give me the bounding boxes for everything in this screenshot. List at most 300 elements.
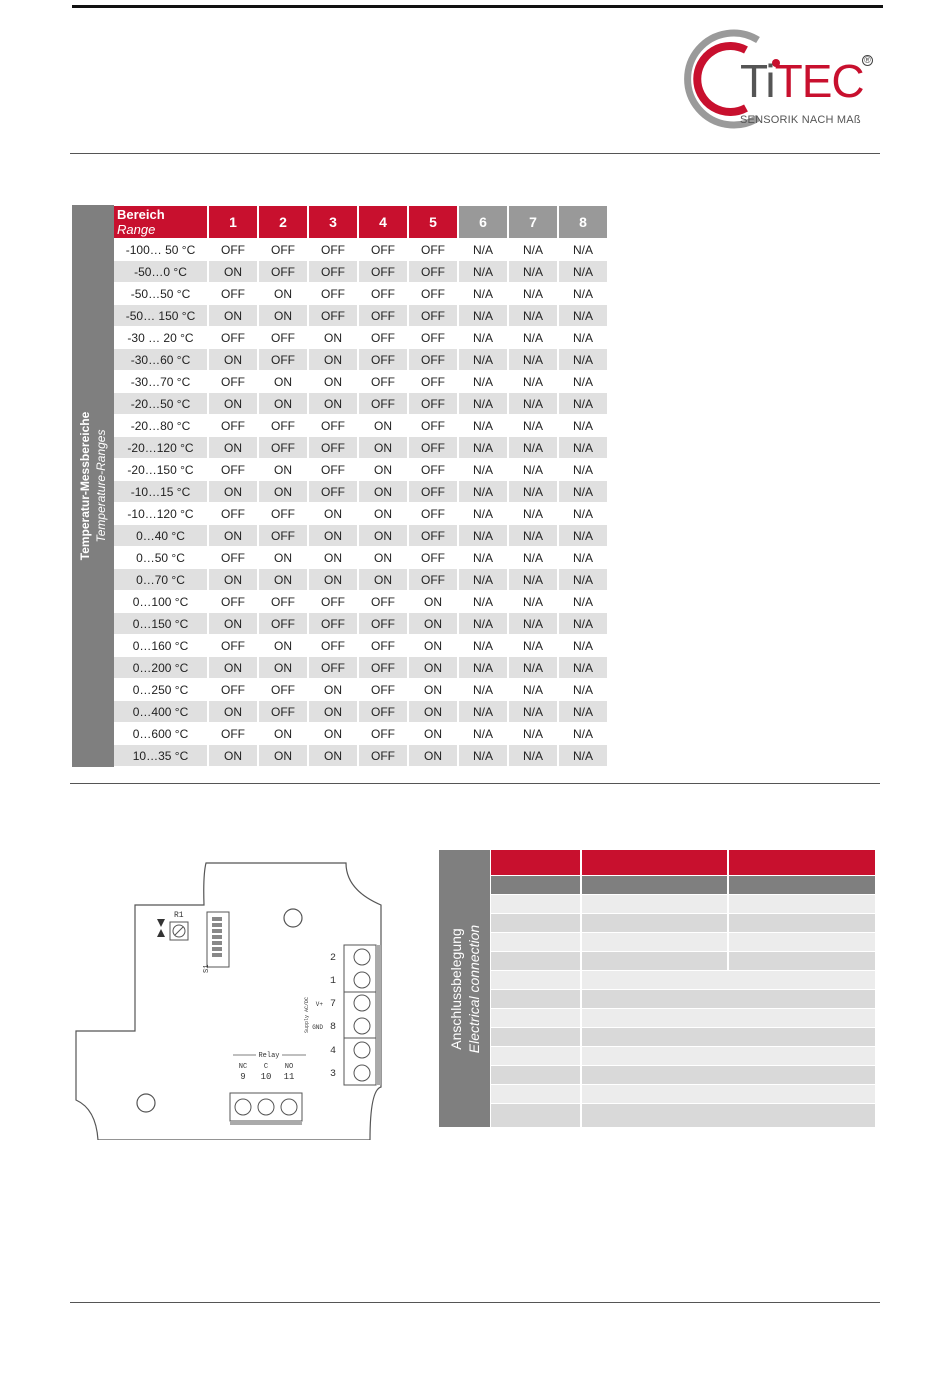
switch-8-cell: N/A (559, 327, 607, 348)
electrical-row (491, 1009, 875, 1027)
switch-7-cell: N/A (509, 371, 557, 392)
switch-7-cell: N/A (509, 745, 557, 766)
switch-7-cell: N/A (509, 701, 557, 722)
switch-1-cell: OFF (209, 415, 257, 436)
section-rule (70, 783, 880, 784)
switch-5-cell: ON (409, 613, 457, 634)
switch-2-cell: ON (259, 657, 307, 678)
switch-2-cell: OFF (259, 613, 307, 634)
electrical-cell (491, 914, 580, 932)
table-row (114, 701, 607, 722)
range-cell: 0…50 °C (114, 547, 207, 568)
table-row (114, 591, 607, 612)
switch-4-cell: OFF (359, 657, 407, 678)
switch-7-cell: N/A (509, 327, 557, 348)
electrical-row (491, 1104, 875, 1127)
switch-7-cell: N/A (509, 481, 557, 502)
switch-7-cell: N/A (509, 349, 557, 370)
switch-8-cell: N/A (559, 459, 607, 480)
switch-1-cell: OFF (209, 371, 257, 392)
range-cell: -30 … 20 °C (114, 327, 207, 348)
electrical-cell (582, 1009, 875, 1027)
electrical-cell (729, 933, 875, 951)
electrical-row (491, 895, 875, 913)
switch-5-cell: OFF (409, 349, 457, 370)
switch-2-cell: ON (259, 547, 307, 568)
electrical-cell (491, 1047, 580, 1065)
switch-1-cell: ON (209, 261, 257, 282)
range-cell: -10…15 °C (114, 481, 207, 502)
relay-nc-number: 9 (240, 1072, 246, 1082)
table-row (114, 327, 607, 348)
registered-mark: ® (862, 55, 873, 66)
electrical-cell (582, 876, 727, 894)
table-row (114, 437, 607, 458)
electrical-row (491, 914, 875, 932)
table-row (114, 679, 607, 700)
electrical-cell (491, 990, 580, 1008)
header-switch-4: 4 (359, 206, 407, 238)
switch-1-cell: OFF (209, 679, 257, 700)
switch-6-cell: N/A (459, 239, 507, 260)
electrical-cell (582, 1104, 875, 1127)
switch-5-cell: ON (409, 723, 457, 744)
switch-6-cell: N/A (459, 305, 507, 326)
switch-4-cell: ON (359, 525, 407, 546)
switch-8-cell: N/A (559, 371, 607, 392)
switch-6-cell: N/A (459, 635, 507, 656)
electrical-row (491, 850, 875, 875)
switch-5-cell: OFF (409, 547, 457, 568)
switch-3-cell: ON (309, 371, 357, 392)
switch-1-cell: OFF (209, 239, 257, 260)
switch-1-cell: ON (209, 657, 257, 678)
electrical-connection-table (491, 850, 875, 1127)
switch-7-cell: N/A (509, 657, 557, 678)
switch-8-cell: N/A (559, 745, 607, 766)
switch-5-cell: OFF (409, 261, 457, 282)
switch-1-cell: ON (209, 437, 257, 458)
switch-1-cell: OFF (209, 635, 257, 656)
range-cell: 0…150 °C (114, 613, 207, 634)
switch-5-cell: OFF (409, 371, 457, 392)
switch-4-cell: OFF (359, 239, 407, 260)
switch-2-cell: OFF (259, 591, 307, 612)
switch-2-cell: ON (259, 723, 307, 744)
range-cell: -20…120 °C (114, 437, 207, 458)
electrical-cell (582, 1066, 875, 1084)
switch-8-cell: N/A (559, 679, 607, 700)
switch-7-cell: N/A (509, 723, 557, 744)
switch-1-cell: OFF (209, 459, 257, 480)
switch-8-cell: N/A (559, 283, 607, 304)
electrical-side-label (439, 850, 490, 1127)
switch-2-cell: OFF (259, 679, 307, 700)
table-row (114, 635, 607, 656)
logo-tagline: SENSORIK NACH MAß (740, 114, 861, 126)
switch-5-cell: OFF (409, 305, 457, 326)
electrical-cell (582, 952, 727, 970)
switch-4-cell: OFF (359, 679, 407, 700)
switch-8-cell: N/A (559, 415, 607, 436)
switch-3-cell: OFF (309, 437, 357, 458)
electrical-cell (582, 850, 727, 875)
electrical-cell (729, 895, 875, 913)
switch-8-cell: N/A (559, 481, 607, 502)
range-cell: -20…80 °C (114, 415, 207, 436)
switch-5-cell: OFF (409, 459, 457, 480)
switch-1-cell: ON (209, 305, 257, 326)
switch-6-cell: N/A (459, 415, 507, 436)
switch-8-cell: N/A (559, 547, 607, 568)
switch-4-cell: ON (359, 415, 407, 436)
switch-2-cell: OFF (259, 437, 307, 458)
relay-no-number: 11 (283, 1072, 295, 1082)
electrical-cell (582, 1028, 875, 1046)
electrical-cell (491, 1009, 580, 1027)
electrical-row (491, 1085, 875, 1103)
electrical-row (491, 1066, 875, 1084)
relay-nc-label: NC (238, 1063, 248, 1071)
terminal-3-label: 3 (329, 1069, 337, 1080)
range-cell: -30…70 °C (114, 371, 207, 392)
switch-4-cell: ON (359, 481, 407, 502)
switch-2-cell: ON (259, 371, 307, 392)
switch-5-cell: OFF (409, 525, 457, 546)
switch-4-cell: ON (359, 437, 407, 458)
table-row (114, 547, 607, 568)
electrical-cell (582, 990, 875, 1008)
switch-5-cell: ON (409, 745, 457, 766)
switch-4-cell: ON (359, 547, 407, 568)
switch-7-cell: N/A (509, 437, 557, 458)
supply-label: Supply AC/DC (304, 996, 310, 1034)
switch-1-cell: ON (209, 701, 257, 722)
switch-6-cell: N/A (459, 283, 507, 304)
switch-4-cell: OFF (359, 371, 407, 392)
electrical-cell (582, 914, 727, 932)
electrical-row (491, 876, 875, 894)
table-row (114, 613, 607, 634)
switch-2-cell: OFF (259, 239, 307, 260)
switch-5-cell: OFF (409, 437, 457, 458)
temperature-side-subtitle: Temperature-Ranges (94, 429, 108, 543)
electrical-cell (491, 1104, 580, 1127)
switch-8-cell: N/A (559, 437, 607, 458)
switch-3-cell: ON (309, 503, 357, 524)
switch-6-cell: N/A (459, 547, 507, 568)
electrical-side-title: Anschlussbelegung (447, 927, 464, 1050)
switch-5-cell: ON (409, 591, 457, 612)
switch-1-cell: OFF (209, 283, 257, 304)
switch-3-cell: OFF (309, 613, 357, 634)
switch-7-cell: N/A (509, 503, 557, 524)
switch-6-cell: N/A (459, 437, 507, 458)
switch-4-cell: ON (359, 569, 407, 590)
switch-8-cell: N/A (559, 635, 607, 656)
range-cell: 0…40 °C (114, 525, 207, 546)
switch-6-cell: N/A (459, 569, 507, 590)
switch-2-cell: OFF (259, 701, 307, 722)
switch-8-cell: N/A (559, 569, 607, 590)
footer-rule (70, 1302, 880, 1303)
switch-7-cell: N/A (509, 547, 557, 568)
switch-2-cell: OFF (259, 349, 307, 370)
switch-3-cell: OFF (309, 481, 357, 502)
switch-5-cell: OFF (409, 393, 457, 414)
switch-6-cell: N/A (459, 525, 507, 546)
terminal-4-label: 4 (329, 1046, 337, 1057)
range-cell: -50…50 °C (114, 283, 207, 304)
header-switch-2: 2 (259, 206, 307, 238)
range-cell: 0…600 °C (114, 723, 207, 744)
switch-2-cell: ON (259, 569, 307, 590)
electrical-cell (491, 895, 580, 913)
switch-1-cell: ON (209, 481, 257, 502)
switch-4-cell: OFF (359, 393, 407, 414)
switch-2-cell: OFF (259, 415, 307, 436)
table-row (114, 415, 607, 436)
switch-7-cell: N/A (509, 261, 557, 282)
switch-3-cell: OFF (309, 261, 357, 282)
switch-2-cell: OFF (259, 327, 307, 348)
electrical-row (491, 1028, 875, 1046)
range-cell: 0…70 °C (114, 569, 207, 590)
relay-c-number: 10 (260, 1072, 272, 1082)
switch-7-cell: N/A (509, 415, 557, 436)
switch-6-cell: N/A (459, 745, 507, 766)
switch-3-cell: ON (309, 327, 357, 348)
switch-4-cell: OFF (359, 349, 407, 370)
switch-2-cell: ON (259, 745, 307, 766)
terminal-2-label: 2 (329, 953, 337, 964)
switch-6-cell: N/A (459, 327, 507, 348)
switch-7-cell: N/A (509, 591, 557, 612)
table-row (114, 745, 607, 766)
switch-7-cell: N/A (509, 635, 557, 656)
table-row (114, 459, 607, 480)
relay-no-label: NO (284, 1063, 294, 1071)
switch-3-cell: OFF (309, 657, 357, 678)
switch-2-cell: OFF (259, 503, 307, 524)
electrical-side-subtitle: Electrical connection (465, 924, 482, 1053)
table-row (114, 503, 607, 524)
switch-8-cell: N/A (559, 657, 607, 678)
header-switch-8: 8 (559, 206, 607, 238)
switch-2-cell: ON (259, 305, 307, 326)
switch-8-cell: N/A (559, 349, 607, 370)
relay-c-label: C (263, 1063, 269, 1071)
switch-7-cell: N/A (509, 569, 557, 590)
switch-2-cell: ON (259, 283, 307, 304)
switch-8-cell: N/A (559, 305, 607, 326)
switch-7-cell: N/A (509, 679, 557, 700)
switch-3-cell: ON (309, 349, 357, 370)
switch-3-cell: ON (309, 547, 357, 568)
switch-5-cell: ON (409, 679, 457, 700)
switch-1-cell: OFF (209, 723, 257, 744)
range-cell: 0…250 °C (114, 679, 207, 700)
switch-1-cell: ON (209, 393, 257, 414)
electrical-cell (582, 895, 727, 913)
dip-label: S1 (203, 964, 211, 973)
switch-5-cell: ON (409, 657, 457, 678)
switch-4-cell: OFF (359, 701, 407, 722)
electrical-cell (491, 850, 580, 875)
switch-1-cell: ON (209, 525, 257, 546)
switch-4-cell: OFF (359, 613, 407, 634)
header-switch-5: 5 (409, 206, 457, 238)
switch-7-cell: N/A (509, 283, 557, 304)
terminal-8-label: 8 (329, 1022, 337, 1033)
vplus-label: V+ (315, 1001, 323, 1008)
switch-6-cell: N/A (459, 701, 507, 722)
range-cell: 10…35 °C (114, 745, 207, 766)
switch-2-cell: ON (259, 393, 307, 414)
electrical-cell (729, 850, 875, 875)
switch-5-cell: OFF (409, 327, 457, 348)
range-cell: 0…200 °C (114, 657, 207, 678)
electrical-cell (582, 933, 727, 951)
table-row (114, 261, 607, 282)
range-cell: -100… 50 °C (114, 239, 207, 260)
header-range-de: Bereich (117, 207, 165, 222)
temperature-side-label (72, 205, 114, 767)
switch-4-cell: OFF (359, 327, 407, 348)
header-rule (70, 153, 880, 154)
switch-1-cell: OFF (209, 503, 257, 524)
range-cell: -20…150 °C (114, 459, 207, 480)
header-switch-3: 3 (309, 206, 357, 238)
electrical-cell (491, 876, 580, 894)
electrical-cell (491, 952, 580, 970)
table-row (114, 305, 607, 326)
switch-4-cell: ON (359, 503, 407, 524)
switch-3-cell: OFF (309, 239, 357, 260)
electrical-cell (491, 933, 580, 951)
switch-6-cell: N/A (459, 393, 507, 414)
switch-8-cell: N/A (559, 591, 607, 612)
electrical-row (491, 971, 875, 989)
switch-8-cell: N/A (559, 723, 607, 744)
switch-4-cell: OFF (359, 261, 407, 282)
electrical-row (491, 1047, 875, 1065)
logo-wordmark: TiTEC (740, 55, 864, 107)
switch-3-cell: ON (309, 701, 357, 722)
switch-5-cell: ON (409, 635, 457, 656)
switch-4-cell: OFF (359, 591, 407, 612)
switch-3-cell: ON (309, 723, 357, 744)
switch-1-cell: ON (209, 569, 257, 590)
switch-7-cell: N/A (509, 239, 557, 260)
electrical-row (491, 990, 875, 1008)
range-cell: -30…60 °C (114, 349, 207, 370)
top-rule (72, 5, 883, 8)
temperature-range-table (112, 205, 609, 767)
range-cell: 0…160 °C (114, 635, 207, 656)
switch-8-cell: N/A (559, 261, 607, 282)
electrical-cell (729, 952, 875, 970)
switch-8-cell: N/A (559, 525, 607, 546)
switch-3-cell: ON (309, 393, 357, 414)
gnd-label: GND (312, 1024, 323, 1031)
switch-3-cell: ON (309, 745, 357, 766)
switch-6-cell: N/A (459, 371, 507, 392)
switch-1-cell: ON (209, 613, 257, 634)
switch-3-cell: ON (309, 679, 357, 700)
switch-5-cell: OFF (409, 569, 457, 590)
switch-7-cell: N/A (509, 459, 557, 480)
switch-4-cell: OFF (359, 723, 407, 744)
range-cell: -50…0 °C (114, 261, 207, 282)
terminal-board-drawing (70, 855, 400, 1140)
switch-5-cell: ON (409, 701, 457, 722)
switch-3-cell: OFF (309, 415, 357, 436)
switch-6-cell: N/A (459, 503, 507, 524)
switch-8-cell: N/A (559, 613, 607, 634)
switch-2-cell: OFF (259, 525, 307, 546)
electrical-cell (582, 1047, 875, 1065)
electrical-row (491, 933, 875, 951)
switch-2-cell: ON (259, 635, 307, 656)
switch-7-cell: N/A (509, 393, 557, 414)
table-row (114, 481, 607, 502)
switch-1-cell: ON (209, 745, 257, 766)
table-row (114, 283, 607, 304)
range-cell: -20…50 °C (114, 393, 207, 414)
switch-5-cell: OFF (409, 239, 457, 260)
switch-6-cell: N/A (459, 613, 507, 634)
terminal-7-label: 7 (329, 999, 337, 1010)
switch-3-cell: OFF (309, 635, 357, 656)
switch-3-cell: ON (309, 525, 357, 546)
switch-3-cell: OFF (309, 305, 357, 326)
electrical-cell (582, 1085, 875, 1103)
electrical-cell (491, 1028, 580, 1046)
table-row (114, 239, 607, 260)
switch-2-cell: ON (259, 459, 307, 480)
switch-5-cell: OFF (409, 415, 457, 436)
switch-6-cell: N/A (459, 261, 507, 282)
switch-1-cell: OFF (209, 547, 257, 568)
switch-7-cell: N/A (509, 305, 557, 326)
switch-4-cell: OFF (359, 745, 407, 766)
header-switch-7: 7 (509, 206, 557, 238)
header-range-en: Range (117, 222, 156, 237)
switch-6-cell: N/A (459, 723, 507, 744)
electrical-row (491, 952, 875, 970)
switch-1-cell: ON (209, 349, 257, 370)
switch-7-cell: N/A (509, 525, 557, 546)
table-row (114, 371, 607, 392)
switch-2-cell: ON (259, 481, 307, 502)
electrical-cell (729, 876, 875, 894)
electrical-cell (491, 1066, 580, 1084)
switch-3-cell: OFF (309, 283, 357, 304)
header-range (114, 206, 207, 238)
switch-4-cell: OFF (359, 635, 407, 656)
electrical-cell (582, 971, 875, 989)
relay-label: Relay (258, 1052, 280, 1060)
switch-5-cell: OFF (409, 283, 457, 304)
switch-5-cell: OFF (409, 481, 457, 502)
header-switch-1: 1 (209, 206, 257, 238)
range-cell: 0…100 °C (114, 591, 207, 612)
switch-8-cell: N/A (559, 393, 607, 414)
switch-2-cell: OFF (259, 261, 307, 282)
switch-5-cell: OFF (409, 503, 457, 524)
temperature-side-title: Temperatur-Messbereiche (78, 411, 92, 561)
